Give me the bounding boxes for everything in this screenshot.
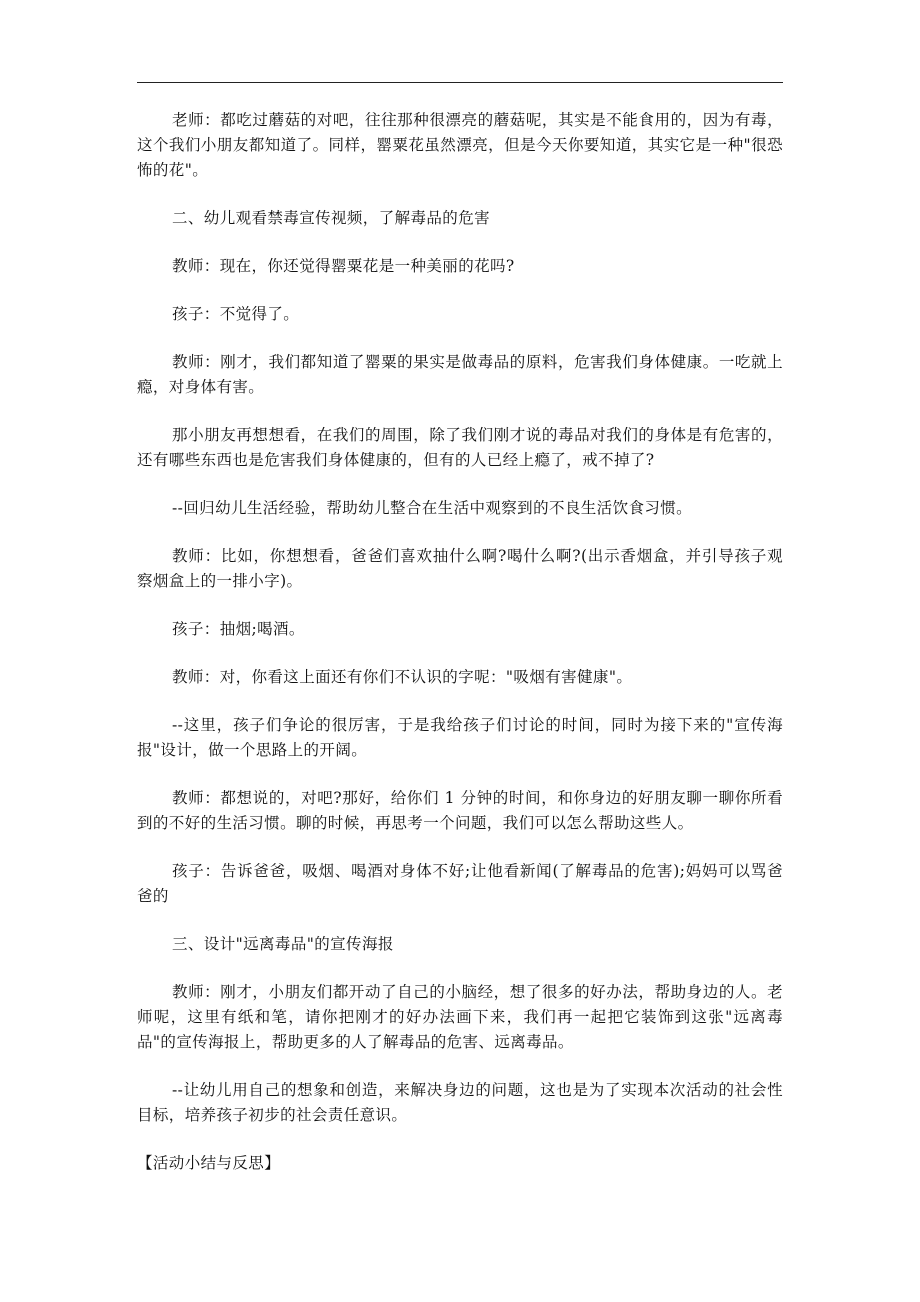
paragraph-teacher-poster: 教师：刚才，小朋友们都开动了自己的小脑经，想了很多的好办法，帮助身边的人。老师呢，这里有纸和笔，请你把刚才的好办法画下来，我们再一起把它装饰到这张"远离毒品"的宣传海报上，帮助更多的人了解毒品的危害、远离毒品。 [137,983,783,1051]
section-heading-2: 二、幼儿观看禁毒宣传视频，了解毒品的危害 [172,209,491,227]
paragraph-note-experience: --回归幼儿生活经验，帮助幼儿整合在生活中观察到的不良生活饮食习惯。 [172,499,693,517]
paragraph-think-question: 那小朋友再想想看，在我们的周围，除了我们刚才说的毒品对我们的身体是有危害的，还有哪些东西也是危害我们身体健康的，但有的人已经上瘾了，戒不掉了? [137,426,783,469]
paragraph-teacher-example: 教师：比如，你想想看，爸爸们喜欢抽什么啊?喝什么啊?(出示香烟盒，并引导孩子观察烟盒上的一排小字)。 [137,547,783,590]
summary-heading: 【活动小结与反思】 [137,1154,281,1172]
document-body [137,108,783,1199]
paragraph-note-discussion: --这里，孩子们争论的很厉害，于是我给孩子们讨论的时间，同时为接下来的"宣传海报"设计，做一个思路上的开阔。 [137,716,783,759]
paragraph-teacher-question: 教师：现在，你还觉得罂粟花是一种美丽的花吗? [172,257,515,275]
paragraph-child-answer: 孩子：不觉得了。 [172,305,300,323]
paragraph-teacher-mushroom: 老师：都吃过蘑菇的对吧，往往那种很漂亮的蘑菇呢，其实是不能食用的，因为有毒，这个我们小朋友都知道了。同样，罂粟花虽然漂亮，但是今天你要知道，其实它是一种"很恐怖的花"。 [137,111,783,179]
paragraph-child-ideas: 孩子：告诉爸爸，吸烟、喝酒对身体不好;让他看新闻(了解毒品的危害);妈妈可以骂爸爸的 [137,862,783,905]
paragraph-teacher-warning: 教师：对，你看这上面还有你们不认识的字呢："吸烟有害健康"。 [172,668,633,686]
header-rule [137,82,783,83]
paragraph-teacher-explain: 教师：刚才，我们都知道了罂粟的果实是做毒品的原料，危害我们身体健康。一吃就上瘾，对身体有害。 [137,353,783,396]
section-heading-3: 三、设计"远离毒品"的宣传海报 [172,935,394,953]
paragraph-teacher-chat: 教师：都想说的，对吧?那好，给你们 1 分钟的时间，和你身边的好朋友聊一聊你所看到的不好的生活习惯。聊的时候，再思考一个问题，我们可以怎么帮助这些人。 [137,789,783,832]
paragraph-note-social-goal: --让幼儿用自己的想象和创造，来解决身边的问题，这也是为了实现本次活动的社会性目标，培养孩子初步的社会责任意识。 [137,1081,783,1124]
paragraph-child-smoke-drink: 孩子：抽烟;喝酒。 [172,620,305,638]
